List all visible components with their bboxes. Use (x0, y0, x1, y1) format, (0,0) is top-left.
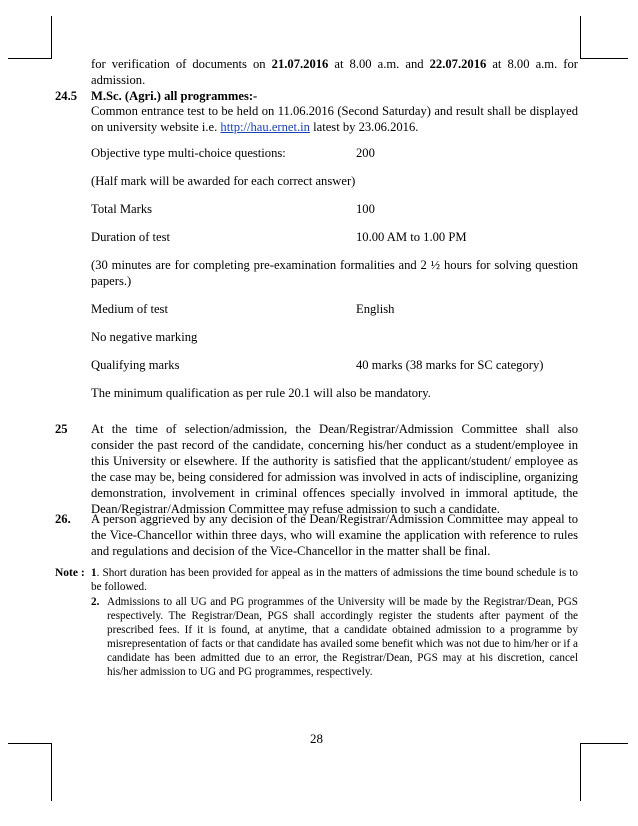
university-website-link[interactable]: http://hau.ernet.in (220, 120, 310, 134)
crop-mark-bottom-left-h (8, 743, 52, 744)
note-1 (91, 566, 578, 594)
medium-value: English (356, 302, 395, 316)
crop-mark-top-right-v (580, 16, 581, 58)
note-1-text: . Short duration has been provided for appeal as in the matters of admissions the time bound schedule is to be followed. (91, 567, 578, 593)
medium-label: Medium of test (91, 302, 168, 316)
section-24-5-number: 24.5 (55, 89, 78, 103)
qualifying-marks-value: 40 marks (38 marks for SC category) (356, 358, 544, 372)
section-24-5-text-1: Common entrance test to be held on 11.06.2016 (Second Saturday) and result shall be displayed on university website i.e. (91, 104, 578, 134)
note-label: Note : (55, 567, 85, 579)
qualifying-marks-label: Qualifying marks (91, 358, 180, 372)
intro-date-1: 21.07.2016 (271, 57, 329, 71)
note-2-text: Admissions to all UG and PG programmes of the University will be made by the Registrar/Dean, PGS respectively. The Registrar/Dean, PGS shall accordingly register the students after payment of the prescribed fees. If it is found, at anytime, that a candidate obtained admission to a programme by misrepresentation of facts or that candidate has availed some benefit which was not due to him/her or if a candidate has been admitted due to an error, the Registrar/Dean, PGS may at his discretion, cancel his/her admission to UG and PG programmes, respectively. (107, 596, 578, 678)
section-24-5-paragraph (91, 103, 578, 135)
half-mark-note: (Half mark will be awarded for each correct answer) (91, 174, 356, 188)
section-24-5-title: M.Sc. (Agri.) all programmes:- (91, 89, 258, 103)
section-26-number: 26. (55, 512, 71, 526)
minimum-qualification-text: The minimum qualification as per rule 20.1 will also be mandatory. (91, 386, 431, 400)
section-25-number: 25 (55, 422, 68, 436)
intro-text-2: at 8.00 a.m. and (328, 57, 430, 71)
section-25-paragraph: At the time of selection/admission, the Dean/Registrar/Admission Committee shall also consider the past record of the candidate, concerning his/her conduct as a student/employee in this University or elsewhere. If the authority is satisfied that the applicant/student/ employee as the case may be, being considered for admission was involved in acts of indiscipline, organizing demonstration, involvement in criminal offences specially involved in immoral aptitude, the Dean/Registrar/Admission Committee may refuse admission to such a candidate. (91, 422, 578, 516)
note-1-number: 1 (91, 567, 97, 579)
crop-mark-bottom-left-v (51, 743, 52, 801)
duration-value: 10.00 AM to 1.00 PM (356, 230, 467, 244)
crop-mark-top-left-h (8, 58, 52, 59)
objective-questions-value: 200 (356, 146, 375, 160)
intro-date-2: 22.07.2016 (429, 57, 487, 71)
section-24-5-text-2: latest by 23.06.2016. (309, 120, 419, 134)
crop-mark-bottom-right-v (580, 743, 581, 801)
intro-text-1: for verification of documents on (91, 57, 272, 71)
crop-mark-top-left-v (51, 16, 52, 58)
section-26-paragraph: A person aggrieved by any decision of the Dean/Registrar/Admission Committee may appeal to the Vice-Chancellor within three days, who will examine the application with reference to rules and regulations and decision of the Vice-Chancellor in the matter shall be final. (91, 512, 578, 558)
total-marks-label: Total Marks (91, 202, 153, 216)
total-marks-value: 100 (356, 202, 375, 216)
duration-label: Duration of test (91, 230, 171, 244)
crop-mark-bottom-right-h (580, 743, 628, 744)
duration-note: (30 minutes are for completing pre-examination formalities and 2 ½ hours for solving question papers.) (91, 258, 578, 288)
page-number: 28 (310, 731, 323, 746)
objective-questions-label: Objective type multi-choice questions: (91, 146, 286, 160)
note-2-number: 2. (91, 596, 100, 608)
crop-mark-top-right-h (580, 58, 628, 59)
intro-text-3: at 8.00 a.m. for admission. (91, 57, 578, 87)
intro-paragraph (91, 56, 578, 88)
negative-marking-text: No negative marking (91, 330, 198, 344)
